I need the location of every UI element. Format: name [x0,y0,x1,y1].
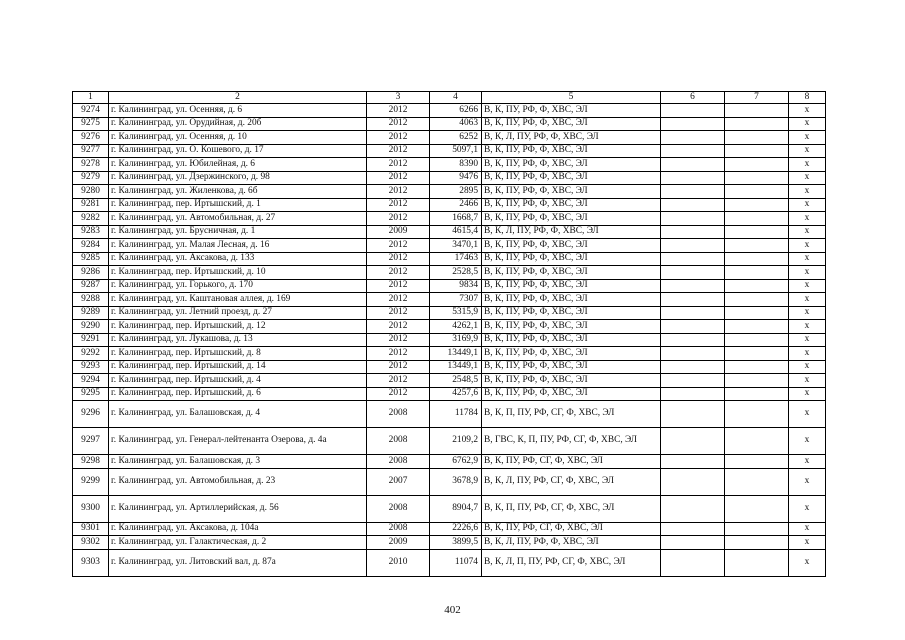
header-cell-6: 6 [661,92,725,104]
table-row [73,104,826,118]
systems-cell: В, ГВС, К, П, ПУ, РФ, СГ, Ф, ХВС, ЭЛ [482,428,661,455]
column-6-cell [661,549,725,576]
column-6-cell [661,117,725,131]
row-number-cell: 9299 [73,468,109,495]
row-number-cell: 9280 [73,185,109,199]
systems-cell: В, К, ПУ, РФ, Ф, ХВС, ЭЛ [482,158,661,172]
year-cell: 2012 [367,198,430,212]
column-7-cell [725,306,789,320]
column-6-cell [661,401,725,428]
table-header-row [73,92,826,104]
address-cell: г. Калининград, ул. Горького, д. 170 [109,279,367,293]
value-cell: 13449,1 [430,360,482,374]
page-number: 402 [444,604,461,616]
mark-cell: x [789,104,826,118]
column-7-cell [725,185,789,199]
year-cell: 2012 [367,279,430,293]
address-cell: г. Калининград, ул. Автомобильная, д. 23 [109,468,367,495]
row-number-cell: 9276 [73,131,109,145]
mark-cell: x [789,428,826,455]
address-cell: г. Калининград, ул. Летний проезд, д. 27 [109,306,367,320]
column-6-cell [661,495,725,522]
systems-cell: В, К, ПУ, РФ, Ф, ХВС, ЭЛ [482,144,661,158]
column-7-cell [725,428,789,455]
value-cell: 4262,1 [430,320,482,334]
year-cell: 2012 [367,144,430,158]
year-cell: 2012 [367,131,430,145]
column-6-cell [661,212,725,226]
systems-cell: В, К, ПУ, РФ, Ф, ХВС, ЭЛ [482,239,661,253]
row-number-cell: 9301 [73,522,109,536]
table-row [73,185,826,199]
address-cell: г. Калининград, пер. Иртышский, д. 4 [109,374,367,388]
header-cell-2: 2 [109,92,367,104]
value-cell: 6266 [430,104,482,118]
row-number-cell: 9292 [73,347,109,361]
mark-cell: x [789,252,826,266]
mark-cell: x [789,306,826,320]
row-number-cell: 9277 [73,144,109,158]
value-cell: 6762,9 [430,455,482,469]
value-cell: 3899,5 [430,536,482,550]
table-row [73,468,826,495]
mark-cell: x [789,333,826,347]
header-cell-3: 3 [367,92,430,104]
row-number-cell: 9283 [73,225,109,239]
table-row [73,171,826,185]
column-6-cell [661,266,725,280]
systems-cell: В, К, Л, ПУ, РФ, Ф, ХВС, ЭЛ [482,131,661,145]
mark-cell: x [789,131,826,145]
row-number-cell: 9291 [73,333,109,347]
year-cell: 2012 [367,320,430,334]
year-cell: 2012 [367,387,430,401]
address-cell: г. Калининград, ул. Орудийная, д. 20б [109,117,367,131]
year-cell: 2008 [367,428,430,455]
mark-cell: x [789,185,826,199]
value-cell: 2895 [430,185,482,199]
column-7-cell [725,144,789,158]
systems-cell: В, К, Л, П, ПУ, РФ, СГ, Ф, ХВС, ЭЛ [482,549,661,576]
address-cell: г. Калининград, ул. О. Кошевого, д. 17 [109,144,367,158]
address-cell: г. Калининград, пер. Иртышский, д. 10 [109,266,367,280]
value-cell: 3678,9 [430,468,482,495]
column-7-cell [725,536,789,550]
row-number-cell: 9288 [73,293,109,307]
table-row [73,401,826,428]
systems-cell: В, К, П, ПУ, РФ, СГ, Ф, ХВС, ЭЛ [482,495,661,522]
table-row [73,495,826,522]
header-cell-7: 7 [725,92,789,104]
column-6-cell [661,225,725,239]
year-cell: 2007 [367,468,430,495]
column-6-cell [661,252,725,266]
year-cell: 2008 [367,455,430,469]
column-7-cell [725,131,789,145]
row-number-cell: 9294 [73,374,109,388]
table-row [73,198,826,212]
systems-cell: В, К, ПУ, РФ, Ф, ХВС, ЭЛ [482,347,661,361]
table-row [73,131,826,145]
value-cell: 9834 [430,279,482,293]
column-6-cell [661,198,725,212]
systems-cell: В, К, ПУ, РФ, Ф, ХВС, ЭЛ [482,333,661,347]
column-7-cell [725,171,789,185]
address-cell: г. Калининград, ул. Балашовская, д. 3 [109,455,367,469]
value-cell: 6252 [430,131,482,145]
table-row [73,252,826,266]
column-6-cell [661,387,725,401]
systems-cell: В, К, ПУ, РФ, Ф, ХВС, ЭЛ [482,117,661,131]
column-7-cell [725,549,789,576]
address-cell: г. Калининград, ул. Балашовская, д. 4 [109,401,367,428]
table-row [73,266,826,280]
value-cell: 11074 [430,549,482,576]
mark-cell: x [789,117,826,131]
mark-cell: x [789,171,826,185]
column-6-cell [661,360,725,374]
address-cell: г. Калининград, ул. Брусничная, д. 1 [109,225,367,239]
value-cell: 5315,9 [430,306,482,320]
column-7-cell [725,293,789,307]
table-row [73,374,826,388]
table-row [73,212,826,226]
mark-cell: x [789,144,826,158]
row-number-cell: 9286 [73,266,109,280]
value-cell: 11784 [430,401,482,428]
mark-cell: x [789,360,826,374]
value-cell: 7307 [430,293,482,307]
systems-cell: В, К, ПУ, РФ, СГ, Ф, ХВС, ЭЛ [482,455,661,469]
column-7-cell [725,266,789,280]
year-cell: 2008 [367,401,430,428]
row-number-cell: 9302 [73,536,109,550]
value-cell: 4615,4 [430,225,482,239]
column-6-cell [661,131,725,145]
column-7-cell [725,347,789,361]
mark-cell: x [789,293,826,307]
year-cell: 2009 [367,225,430,239]
row-number-cell: 9300 [73,495,109,522]
value-cell: 3169,9 [430,333,482,347]
year-cell: 2012 [367,212,430,226]
table-row [73,144,826,158]
mark-cell: x [789,320,826,334]
column-7-cell [725,239,789,253]
table-row [73,549,826,576]
column-6-cell [661,144,725,158]
address-cell: г. Калининград, пер. Иртышский, д. 6 [109,387,367,401]
row-number-cell: 9303 [73,549,109,576]
address-cell: г. Калининград, ул. Жиленкова, д. 6б [109,185,367,199]
mark-cell: x [789,468,826,495]
table-row [73,455,826,469]
mark-cell: x [789,536,826,550]
row-number-cell: 9297 [73,428,109,455]
table-row [73,347,826,361]
systems-cell: В, К, ПУ, РФ, Ф, ХВС, ЭЛ [482,374,661,388]
value-cell: 2528,5 [430,266,482,280]
address-cell: г. Калининград, ул. Аксакова, д. 133 [109,252,367,266]
value-cell: 2109,2 [430,428,482,455]
systems-cell: В, К, ПУ, РФ, Ф, ХВС, ЭЛ [482,279,661,293]
year-cell: 2012 [367,104,430,118]
mark-cell: x [789,522,826,536]
column-7-cell [725,117,789,131]
value-cell: 2548,5 [430,374,482,388]
row-number-cell: 9278 [73,158,109,172]
systems-cell: В, К, ПУ, РФ, Ф, ХВС, ЭЛ [482,306,661,320]
row-number-cell: 9279 [73,171,109,185]
mark-cell: x [789,347,826,361]
table-row [73,225,826,239]
header-cell-1: 1 [73,92,109,104]
address-cell: г. Калининград, пер. Иртышский, д. 8 [109,347,367,361]
row-number-cell: 9285 [73,252,109,266]
address-cell: г. Калининград, ул. Осенняя, д. 6 [109,104,367,118]
table-row [73,320,826,334]
value-cell: 2226,6 [430,522,482,536]
address-cell: г. Калининград, ул. Артиллерийская, д. 56 [109,495,367,522]
systems-cell: В, К, ПУ, РФ, Ф, ХВС, ЭЛ [482,320,661,334]
address-cell: г. Калининград, пер. Иртышский, д. 12 [109,320,367,334]
address-cell: г. Калининград, ул. Юбилейная, д. 6 [109,158,367,172]
column-6-cell [661,279,725,293]
address-cell: г. Калининград, ул. Аксакова, д. 104а [109,522,367,536]
column-6-cell [661,239,725,253]
column-7-cell [725,522,789,536]
year-cell: 2012 [367,158,430,172]
column-7-cell [725,455,789,469]
systems-cell: В, К, ПУ, РФ, СГ, Ф, ХВС, ЭЛ [482,522,661,536]
year-cell: 2012 [367,171,430,185]
year-cell: 2012 [367,360,430,374]
column-7-cell [725,495,789,522]
header-cell-8: 8 [789,92,826,104]
value-cell: 9476 [430,171,482,185]
header-cell-4: 4 [430,92,482,104]
column-6-cell [661,185,725,199]
row-number-cell: 9281 [73,198,109,212]
systems-cell: В, К, ПУ, РФ, Ф, ХВС, ЭЛ [482,212,661,226]
value-cell: 5097,1 [430,144,482,158]
column-7-cell [725,333,789,347]
year-cell: 2012 [367,374,430,388]
mark-cell: x [789,387,826,401]
value-cell: 3470,1 [430,239,482,253]
mark-cell: x [789,225,826,239]
mark-cell: x [789,266,826,280]
mark-cell: x [789,495,826,522]
column-6-cell [661,158,725,172]
table-row [73,117,826,131]
table-row [73,158,826,172]
column-7-cell [725,279,789,293]
address-cell: г. Калининград, ул. Лукашова, д. 13 [109,333,367,347]
year-cell: 2012 [367,185,430,199]
column-7-cell [725,225,789,239]
systems-cell: В, К, ПУ, РФ, Ф, ХВС, ЭЛ [482,266,661,280]
table-row [73,239,826,253]
systems-cell: В, К, ПУ, РФ, Ф, ХВС, ЭЛ [482,104,661,118]
column-6-cell [661,171,725,185]
year-cell: 2012 [367,333,430,347]
systems-cell: В, К, ПУ, РФ, Ф, ХВС, ЭЛ [482,252,661,266]
row-number-cell: 9289 [73,306,109,320]
column-6-cell [661,374,725,388]
column-6-cell [661,306,725,320]
header-cell-5: 5 [482,92,661,104]
address-cell: г. Калининград, ул. Малая Лесная, д. 16 [109,239,367,253]
table-row [73,306,826,320]
mark-cell: x [789,239,826,253]
year-cell: 2012 [367,306,430,320]
value-cell: 4063 [430,117,482,131]
column-6-cell [661,468,725,495]
row-number-cell: 9296 [73,401,109,428]
year-cell: 2012 [367,239,430,253]
column-6-cell [661,293,725,307]
table-row [73,536,826,550]
mark-cell: x [789,198,826,212]
value-cell: 13449,1 [430,347,482,361]
column-7-cell [725,374,789,388]
value-cell: 1668,7 [430,212,482,226]
column-7-cell [725,360,789,374]
column-6-cell [661,522,725,536]
address-cell: г. Калининград, ул. Галактическая, д. 2 [109,536,367,550]
column-6-cell [661,347,725,361]
column-7-cell [725,320,789,334]
table-row [73,293,826,307]
column-7-cell [725,468,789,495]
column-7-cell [725,401,789,428]
systems-cell: В, К, ПУ, РФ, Ф, ХВС, ЭЛ [482,293,661,307]
table-body [73,92,826,577]
mark-cell: x [789,455,826,469]
systems-cell: В, К, Л, ПУ, РФ, СГ, Ф, ХВС, ЭЛ [482,468,661,495]
row-number-cell: 9275 [73,117,109,131]
column-6-cell [661,104,725,118]
systems-cell: В, К, ПУ, РФ, Ф, ХВС, ЭЛ [482,198,661,212]
column-6-cell [661,428,725,455]
register-table [72,91,826,577]
systems-cell: В, К, Л, ПУ, РФ, Ф, ХВС, ЭЛ [482,225,661,239]
year-cell: 2012 [367,293,430,307]
value-cell: 17463 [430,252,482,266]
table-row [73,522,826,536]
systems-cell: В, К, ПУ, РФ, Ф, ХВС, ЭЛ [482,387,661,401]
mark-cell: x [789,279,826,293]
value-cell: 8390 [430,158,482,172]
column-7-cell [725,104,789,118]
systems-cell: В, К, ПУ, РФ, Ф, ХВС, ЭЛ [482,171,661,185]
row-number-cell: 9274 [73,104,109,118]
address-cell: г. Калининград, ул. Литовский вал, д. 87а [109,549,367,576]
column-7-cell [725,158,789,172]
address-cell: г. Калининград, ул. Автомобильная, д. 27 [109,212,367,226]
row-number-cell: 9293 [73,360,109,374]
row-number-cell: 9284 [73,239,109,253]
year-cell: 2012 [367,117,430,131]
column-6-cell [661,320,725,334]
address-cell: г. Калининград, ул. Каштановая аллея, д. 169 [109,293,367,307]
year-cell: 2012 [367,266,430,280]
row-number-cell: 9287 [73,279,109,293]
year-cell: 2010 [367,549,430,576]
systems-cell: В, К, ПУ, РФ, Ф, ХВС, ЭЛ [482,185,661,199]
year-cell: 2009 [367,536,430,550]
mark-cell: x [789,401,826,428]
table-row [73,428,826,455]
row-number-cell: 9290 [73,320,109,334]
table-row [73,387,826,401]
table-row [73,333,826,347]
mark-cell: x [789,374,826,388]
table-row [73,279,826,293]
year-cell: 2012 [367,252,430,266]
value-cell: 2466 [430,198,482,212]
systems-cell: В, К, П, ПУ, РФ, СГ, Ф, ХВС, ЭЛ [482,401,661,428]
row-number-cell: 9295 [73,387,109,401]
year-cell: 2012 [367,347,430,361]
address-cell: г. Калининград, ул. Дзержинского, д. 98 [109,171,367,185]
value-cell: 4257,6 [430,387,482,401]
column-6-cell [661,536,725,550]
mark-cell: x [789,549,826,576]
column-6-cell [661,333,725,347]
row-number-cell: 9298 [73,455,109,469]
table-row [73,360,826,374]
year-cell: 2008 [367,522,430,536]
value-cell: 8904,7 [430,495,482,522]
column-7-cell [725,252,789,266]
systems-cell: В, К, ПУ, РФ, Ф, ХВС, ЭЛ [482,360,661,374]
mark-cell: x [789,212,826,226]
address-cell: г. Калининград, пер. Иртышский, д. 14 [109,360,367,374]
address-cell: г. Калининград, пер. Иртышский, д. 1 [109,198,367,212]
year-cell: 2008 [367,495,430,522]
address-cell: г. Калининград, ул. Осенняя, д. 10 [109,131,367,145]
address-cell: г. Калининград, ул. Генерал-лейтенанта Озерова, д. 4а [109,428,367,455]
mark-cell: x [789,158,826,172]
column-7-cell [725,198,789,212]
column-7-cell [725,212,789,226]
systems-cell: В, К, Л, ПУ, РФ, Ф, ХВС, ЭЛ [482,536,661,550]
row-number-cell: 9282 [73,212,109,226]
column-7-cell [725,387,789,401]
column-6-cell [661,455,725,469]
